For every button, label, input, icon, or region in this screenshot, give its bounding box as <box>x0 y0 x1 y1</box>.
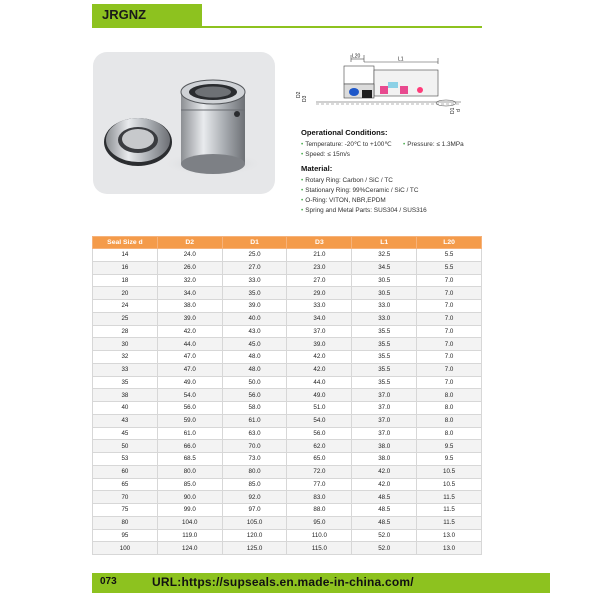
table-cell: 52.0 <box>352 529 417 542</box>
table-row <box>93 338 482 351</box>
col-seal-size: Seal Size d <box>93 237 158 249</box>
table-cell: 48.5 <box>352 516 417 529</box>
table-cell: 90.0 <box>157 491 222 504</box>
table-cell: 39.0 <box>287 338 352 351</box>
table-cell: 56.0 <box>157 402 222 415</box>
material-item: • Rotary Ring: Carbon / SiC / TC <box>301 177 393 184</box>
table-cell: 88.0 <box>287 504 352 517</box>
label-l20: L20 <box>352 53 361 60</box>
product-photo <box>93 52 275 194</box>
table-cell: 85.0 <box>157 478 222 491</box>
table-cell: 43 <box>93 414 158 427</box>
table-cell: 7.0 <box>417 338 482 351</box>
table-row <box>93 312 482 325</box>
col-d2: D2 <box>157 237 222 249</box>
table-cell: 104.0 <box>157 516 222 529</box>
table-cell: 60 <box>93 465 158 478</box>
table-cell: 53 <box>93 453 158 466</box>
table-cell: 58.0 <box>222 402 287 415</box>
table-cell: 85.0 <box>222 478 287 491</box>
table-cell: 32.0 <box>157 274 222 287</box>
table-cell: 115.0 <box>287 542 352 555</box>
table-cell: 7.0 <box>417 300 482 313</box>
table-row <box>93 402 482 415</box>
table-row <box>93 376 482 389</box>
table-cell: 42.0 <box>287 363 352 376</box>
table-cell: 7.0 <box>417 325 482 338</box>
table-cell: 42.0 <box>352 478 417 491</box>
table-cell: 110.0 <box>287 529 352 542</box>
table-cell: 13.0 <box>417 542 482 555</box>
table-cell: 35.5 <box>352 363 417 376</box>
table-cell: 47.0 <box>157 351 222 364</box>
table-cell: 33.0 <box>287 300 352 313</box>
table-cell: 35 <box>93 376 158 389</box>
table-cell: 38.0 <box>157 300 222 313</box>
table-cell: 18 <box>93 274 158 287</box>
table-row <box>93 491 482 504</box>
table-row <box>93 287 482 300</box>
col-l20: L20 <box>417 237 482 249</box>
label-d2: D2 <box>296 91 302 98</box>
table-cell: 48.0 <box>222 363 287 376</box>
table-cell: 30 <box>93 338 158 351</box>
table-cell: 24 <box>93 300 158 313</box>
label-d1: D1 <box>450 107 456 114</box>
table-cell: 62.0 <box>287 440 352 453</box>
table-cell: 45 <box>93 427 158 440</box>
table-cell: 16 <box>93 261 158 274</box>
table-cell: 11.5 <box>417 491 482 504</box>
table-cell: 99.0 <box>157 504 222 517</box>
table-cell: 56.0 <box>287 427 352 440</box>
table-cell: 56.0 <box>222 389 287 402</box>
table-cell: 49.0 <box>287 389 352 402</box>
table-cell: 7.0 <box>417 363 482 376</box>
table-row <box>93 542 482 555</box>
table-cell: 32 <box>93 351 158 364</box>
table-cell: 54.0 <box>157 389 222 402</box>
table-cell: 7.0 <box>417 351 482 364</box>
table-cell: 44.0 <box>287 376 352 389</box>
label-d3: D3 <box>302 95 308 102</box>
table-cell: 23.0 <box>287 261 352 274</box>
table-row <box>93 478 482 491</box>
table-cell: 25 <box>93 312 158 325</box>
table-cell: 9.5 <box>417 453 482 466</box>
table-cell: 38 <box>93 389 158 402</box>
table-cell: 44.0 <box>157 338 222 351</box>
seal-diagram <box>296 52 471 124</box>
table-row <box>93 440 482 453</box>
oring-blue <box>349 88 359 96</box>
table-cell: 119.0 <box>157 529 222 542</box>
table-cell: 7.0 <box>417 274 482 287</box>
table-cell: 42.0 <box>352 465 417 478</box>
table-cell: 11.5 <box>417 504 482 517</box>
spec-temperature: • Temperature: -20℃ to +100℃ <box>301 141 392 148</box>
table-cell: 10.5 <box>417 465 482 478</box>
table-row <box>93 414 482 427</box>
table-row <box>93 261 482 274</box>
spec-pressure: • Pressure: ≤ 1.3MPa <box>403 141 464 148</box>
table-cell: 8.0 <box>417 414 482 427</box>
table-cell: 120.0 <box>222 529 287 542</box>
table-cell: 10.5 <box>417 478 482 491</box>
table-cell: 8.0 <box>417 427 482 440</box>
table-row <box>93 453 482 466</box>
table-cell: 95.0 <box>287 516 352 529</box>
col-l1: L1 <box>352 237 417 249</box>
table-cell: 65.0 <box>287 453 352 466</box>
table-cell: 7.0 <box>417 287 482 300</box>
table-cell: 33.0 <box>222 274 287 287</box>
table-cell: 30.5 <box>352 274 417 287</box>
title-rule <box>92 26 482 28</box>
table-cell: 24.0 <box>157 249 222 262</box>
table-cell: 66.0 <box>157 440 222 453</box>
table-cell: 59.0 <box>157 414 222 427</box>
table-cell: 125.0 <box>222 542 287 555</box>
table-cell: 42.0 <box>157 325 222 338</box>
table-row <box>93 274 482 287</box>
material-item: • Spring and Metal Parts: SUS304 / SUS316 <box>301 207 427 214</box>
table-cell: 95 <box>93 529 158 542</box>
table-cell: 43.0 <box>222 325 287 338</box>
table-cell: 75 <box>93 504 158 517</box>
table-cell: 92.0 <box>222 491 287 504</box>
table-cell: 7.0 <box>417 376 482 389</box>
table-cell: 49.0 <box>157 376 222 389</box>
seat-ring <box>104 118 172 166</box>
table-cell: 54.0 <box>287 414 352 427</box>
table-cell: 20 <box>93 287 158 300</box>
table-cell: 47.0 <box>157 363 222 376</box>
table-cell: 70 <box>93 491 158 504</box>
table-cell: 35.5 <box>352 351 417 364</box>
table-cell: 33.0 <box>352 300 417 313</box>
table-cell: 32.5 <box>352 249 417 262</box>
table-row <box>93 363 482 376</box>
table-cell: 105.0 <box>222 516 287 529</box>
page-title: JRGNZ <box>92 4 202 26</box>
material-item: • O-Ring: VITON, NBR,EPDM <box>301 197 386 204</box>
table-cell: 50 <box>93 440 158 453</box>
table-cell: 70.0 <box>222 440 287 453</box>
table-cell: 35.5 <box>352 338 417 351</box>
table-cell: 26.0 <box>157 261 222 274</box>
table-cell: 80.0 <box>157 465 222 478</box>
table-cell: 33.0 <box>352 312 417 325</box>
table-cell: 40 <box>93 402 158 415</box>
table-cell: 77.0 <box>287 478 352 491</box>
table-cell: 61.0 <box>157 427 222 440</box>
table-cell: 51.0 <box>287 402 352 415</box>
table-cell: 37.0 <box>352 402 417 415</box>
table-cell: 29.0 <box>287 287 352 300</box>
table-cell: 34.0 <box>287 312 352 325</box>
table-cell: 52.0 <box>352 542 417 555</box>
table-cell: 5.5 <box>417 261 482 274</box>
table-cell: 61.0 <box>222 414 287 427</box>
table-cell: 38.0 <box>352 453 417 466</box>
table-cell: 35.5 <box>352 325 417 338</box>
table-cell: 34.0 <box>157 287 222 300</box>
table-cell: 38.0 <box>352 440 417 453</box>
page-number: 073 <box>100 576 117 587</box>
material-heading: Material: <box>301 164 333 173</box>
table-cell: 40.0 <box>222 312 287 325</box>
material-item: • Stationary Ring: 99%Ceramic / SiC / TC <box>301 187 419 194</box>
table-cell: 14 <box>93 249 158 262</box>
table-cell: 11.5 <box>417 516 482 529</box>
spec-speed: • Speed: ≤ 15m/s <box>301 151 350 158</box>
table-cell: 68.5 <box>157 453 222 466</box>
dimensions-table <box>92 236 482 555</box>
table-header-row <box>93 237 482 249</box>
table-cell: 37.0 <box>352 427 417 440</box>
table-cell: 33 <box>93 363 158 376</box>
table-cell: 28 <box>93 325 158 338</box>
table-cell: 65 <box>93 478 158 491</box>
table-row <box>93 300 482 313</box>
table-cell: 9.5 <box>417 440 482 453</box>
table-cell: 5.5 <box>417 249 482 262</box>
table-row <box>93 529 482 542</box>
table-cell: 50.0 <box>222 376 287 389</box>
table-cell: 8.0 <box>417 389 482 402</box>
label-l1: L1 <box>398 56 404 63</box>
table-cell: 35.0 <box>222 287 287 300</box>
table-cell: 80 <box>93 516 158 529</box>
table-row <box>93 351 482 364</box>
table-cell: 34.5 <box>352 261 417 274</box>
table-row <box>93 249 482 262</box>
table-cell: 37.0 <box>352 414 417 427</box>
table-cell: 37.0 <box>352 389 417 402</box>
table-cell: 83.0 <box>287 491 352 504</box>
table-cell: 48.5 <box>352 491 417 504</box>
col-d1: D1 <box>222 237 287 249</box>
table-cell: 21.0 <box>287 249 352 262</box>
table-cell: 13.0 <box>417 529 482 542</box>
table-cell: 25.0 <box>222 249 287 262</box>
table-cell: 73.0 <box>222 453 287 466</box>
table-cell: 8.0 <box>417 402 482 415</box>
table-row <box>93 325 482 338</box>
table-cell: 63.0 <box>222 427 287 440</box>
table-cell: 39.0 <box>222 300 287 313</box>
table-cell: 35.5 <box>352 376 417 389</box>
table-row <box>93 465 482 478</box>
table-cell: 100 <box>93 542 158 555</box>
table-cell: 48.5 <box>352 504 417 517</box>
seal-body <box>181 80 245 174</box>
col-d3: D3 <box>287 237 352 249</box>
table-cell: 45.0 <box>222 338 287 351</box>
table-cell: 30.5 <box>352 287 417 300</box>
footer-url[interactable]: URL:https://supseals.en.made-in-china.com/ <box>152 575 414 589</box>
operational-heading: Operational Conditions: <box>301 128 388 137</box>
table-row <box>93 427 482 440</box>
table-cell: 80.0 <box>222 465 287 478</box>
table-cell: 72.0 <box>287 465 352 478</box>
label-d: d <box>456 109 462 112</box>
table-cell: 39.0 <box>157 312 222 325</box>
table-row <box>93 389 482 402</box>
table-row <box>93 504 482 517</box>
table-cell: 48.0 <box>222 351 287 364</box>
table-cell: 37.0 <box>287 325 352 338</box>
table-cell: 42.0 <box>287 351 352 364</box>
table-cell: 124.0 <box>157 542 222 555</box>
table-row <box>93 516 482 529</box>
table-cell: 27.0 <box>222 261 287 274</box>
table-cell: 97.0 <box>222 504 287 517</box>
table-cell: 27.0 <box>287 274 352 287</box>
table-cell: 7.0 <box>417 312 482 325</box>
